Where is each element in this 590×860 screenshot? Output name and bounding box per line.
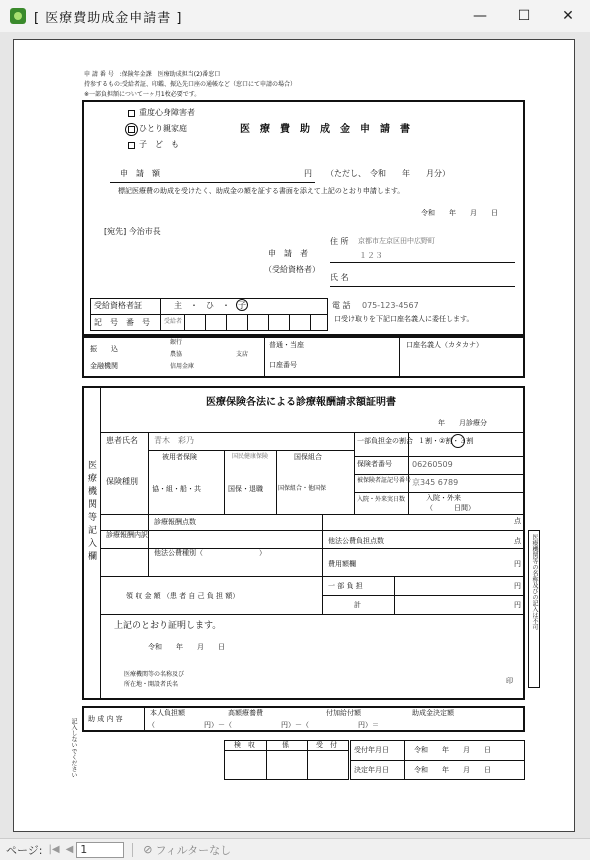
ins-option-1: 協・組・船・共: [152, 485, 201, 493]
cert-text: 上記のとおり証明します。: [114, 621, 222, 631]
points-unit: 点: [514, 517, 521, 525]
highcost-label: 高額療養費: [228, 709, 263, 717]
side-label: 医療機関等記入欄: [86, 460, 96, 564]
address-value[interactable]: 京都市左京区田中広野町: [358, 237, 435, 245]
insurance-type-label: 保険種別: [106, 477, 138, 486]
additional-label: 付加給付額: [326, 709, 361, 717]
facility-label-1: 医療機関等の名称及び: [124, 671, 185, 678]
filter-icon: ⊘: [143, 843, 153, 856]
first-page-icon[interactable]: |◀: [48, 844, 60, 855]
left-note: 記入しないでください: [70, 718, 77, 778]
applicant-label: 申 請 者: [268, 249, 308, 258]
facility-label-2: 所在地・開設者氏名: [124, 681, 179, 688]
side-note: 医療機関等の名称及びの記入は不可: [531, 534, 538, 630]
shinkin-label: 農協: [170, 351, 183, 358]
office-inspect: 検 収: [234, 741, 255, 749]
maximize-icon: ☐: [517, 8, 531, 24]
furikomi-label: 振 込: [90, 345, 118, 353]
cost-total-label: 費用額欄: [328, 560, 356, 568]
address-label: 住 所: [330, 237, 349, 246]
phone-label: 電 話: [332, 301, 351, 310]
window-title: [ 医療費助成金申請書 ]: [34, 10, 183, 26]
account-holder-label: 口座名義人（カタカナ）: [406, 341, 483, 349]
maximize-button[interactable]: [502, 0, 546, 32]
title-bar: [0, 0, 590, 32]
cert-title: 医療保険各法による診療報酬請求額証明書: [206, 397, 396, 408]
phone-value[interactable]: 075-123-4567: [362, 301, 419, 310]
note-line-2: ※一部負担額について一ヶ月1枚必要です。: [84, 91, 201, 98]
office-staff: 係: [282, 741, 289, 749]
patient-name[interactable]: 青木 彩乃: [154, 436, 194, 445]
other-public-unit: 点: [514, 537, 521, 545]
previous-page-icon[interactable]: ◀: [65, 844, 74, 855]
days-value: 入院・外来: [426, 494, 461, 502]
branch-label: 支店: [236, 351, 249, 358]
code-cells[interactable]: [184, 314, 331, 331]
self-pay-label: 本人負担額: [150, 709, 185, 717]
partial-label: 一 部 負 担: [328, 582, 363, 590]
partial-unit: 円: [514, 582, 521, 590]
decided-label: 助成金決定額: [412, 709, 454, 717]
cert-month: 年 月診療分: [438, 419, 487, 427]
seal-label: 印: [506, 677, 513, 685]
check-single-parent-label: ひとり親家庭: [139, 124, 187, 133]
patient-label: 患者氏名: [106, 436, 138, 445]
days-label: 入院・外来実日数: [357, 496, 406, 503]
account-number-label: 口座番号: [269, 361, 297, 369]
decided-date-label: 決定年月日: [354, 766, 389, 774]
amount-yen: 円: [304, 169, 312, 178]
ins-option-3: 国保組合・他国保: [278, 485, 327, 492]
record-navigator: [0, 838, 590, 860]
other-public-label: 他法公費負担点数: [328, 537, 384, 545]
ins-employee: 被用者保険: [162, 453, 197, 461]
close-icon: ✕: [562, 8, 574, 24]
app-icon: [10, 8, 26, 24]
address-number[interactable]: １２３: [359, 251, 383, 260]
code-hint: 受給者: [164, 318, 183, 325]
page-number-input[interactable]: 1: [76, 842, 124, 858]
amount-period: （ただし、 令和 年 月分）: [326, 169, 450, 178]
page-label: ページ:: [6, 843, 43, 857]
selected-circle: [125, 123, 138, 136]
total-label: 計: [354, 601, 361, 609]
card-label: 被保険者証記号番号: [357, 477, 412, 484]
collected-label: 領 収 金 額 （患 者 自 己 負 担 額）: [126, 592, 240, 600]
insurer-number-label: 保険者番号: [357, 460, 392, 468]
received-date-value: 令和 年 月 日: [414, 746, 491, 754]
subsidy-label: 助 成 内 容: [88, 715, 123, 723]
days-sub: （ 日間）: [426, 504, 475, 512]
bank-inst-label: 金融機関: [90, 362, 118, 370]
report-page: [13, 39, 575, 832]
kumiai-label: 信用金庫: [170, 363, 195, 370]
check-disability-label: 重度心身障害者: [139, 108, 195, 117]
declaration-text: 標記医療費の助成を受けたく、助成金の額を証する書面を添えて上記のとおり申請します。: [118, 187, 405, 195]
qualification-label: 受給資格者証: [94, 301, 142, 310]
check-child[interactable]: [128, 142, 135, 149]
receipt-note: 口受け取りを下記口座名義人に委任します。: [334, 315, 474, 323]
filter-label: フィルターなし: [155, 843, 232, 857]
ref-number: 申 請 番 号 :保険年金課 医療助成担当(2)番窓口: [84, 71, 221, 78]
decided-date-value: 令和 年 月 日: [414, 766, 491, 774]
era-codes: 主 ・ ひ ・ 子: [174, 301, 246, 310]
close-button[interactable]: [546, 0, 590, 32]
insurer-number[interactable]: 06260509: [412, 460, 453, 469]
note-line-1: 持参するもの:受給者証、印鑑、振込先口座の通帳など（窓口にて申請の場合）: [84, 81, 297, 88]
burden-label: 一部負担金の割合: [357, 437, 413, 445]
burden-options: １割・②割・３割: [418, 437, 474, 445]
addressee: [宛先] 今治市長: [104, 227, 161, 236]
bank-label: 銀行: [170, 339, 183, 346]
recipient-label: （受給資格者）: [264, 265, 320, 274]
ins-national: 国民健康保険: [232, 453, 269, 460]
total-unit: 円: [514, 601, 521, 609]
minimize-button[interactable]: [458, 0, 502, 32]
card-value[interactable]: 京345 6789: [412, 478, 459, 487]
amount-label: 申 請 額: [120, 169, 160, 178]
report-viewer[interactable]: [0, 32, 590, 838]
office-reception: 受 付: [316, 741, 337, 749]
received-date-label: 受付年月日: [354, 746, 389, 754]
breakdown-label: 診療報酬内訳: [106, 531, 148, 539]
application-date: 令和 年 月 日: [421, 209, 498, 217]
cost-unit: 円: [514, 560, 521, 568]
ins-union: 国保組合: [294, 453, 322, 461]
account-type: 普通・当座: [269, 341, 304, 349]
check-disability[interactable]: [128, 110, 135, 117]
code-number-label: 記 号 番 号: [94, 318, 150, 327]
cert-date: 令和 年 月 日: [148, 643, 225, 651]
main-title: 医 療 費 助 成 金 申 請 書: [240, 124, 410, 135]
other-public-paren: 他法公費種別（ ）: [154, 549, 266, 557]
points-label: 診療報酬点数: [154, 518, 196, 526]
name-label: 氏 名: [330, 273, 349, 282]
ins-option-2: 国保・退職: [228, 485, 263, 493]
check-child-label: 子 ど も: [139, 140, 179, 149]
minimize-icon: —: [473, 8, 487, 24]
filter-toggle[interactable]: [143, 842, 231, 858]
subsidy-formula: （ 円）－（ 円）－（ 円）＝: [148, 721, 379, 729]
